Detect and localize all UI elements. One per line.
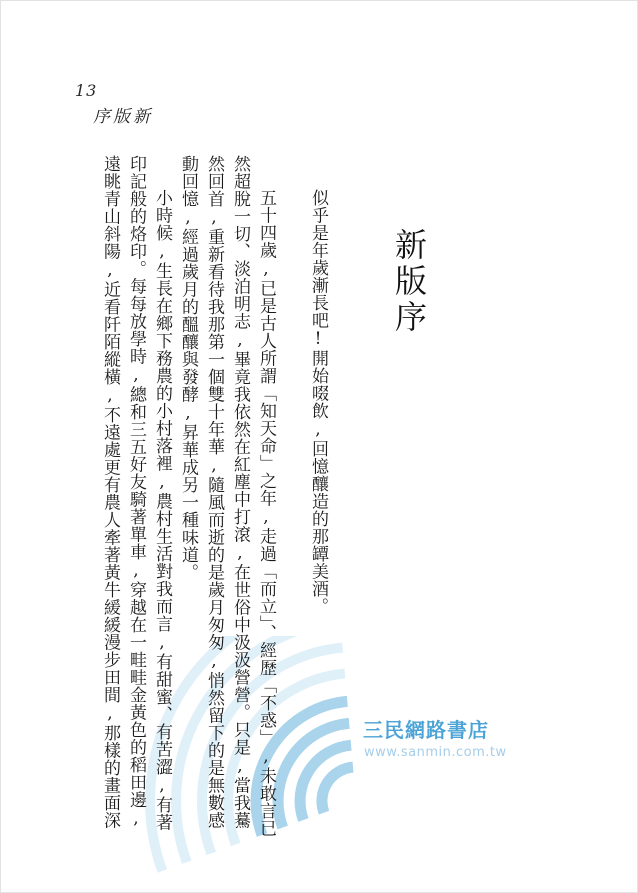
paragraph-opening: 似乎是年歲漸長吧!開始啜飲,回憶釀造的那罈美酒。 <box>308 189 328 615</box>
watermark-url: www.sanmin.com.tw <box>364 745 507 760</box>
paragraph: 五十四歲,已是古人所謂「知天命」之年,走過「而立」、經歷「不惑」,未敢言已然超脫一切、淡泊明志,畢竟我依然在紅塵中打滾,在世俗中汲汲營營。只是,當我驀然回首,重新看待我那第一個雙十年華,隨風而逝的是歲月匆匆,悄然留下的是無數感動回憶,經過歲月的醞釀與發酵,昇華成另一種味道。 <box>178 155 276 837</box>
watermark-store-name: 三民網路書店 <box>363 718 489 742</box>
chapter-title: 新版序 <box>390 228 428 336</box>
body-text <box>79 155 331 843</box>
paragraph: 小時候,生長在鄉下務農的小村落裡,農村生活對我而言,有甜蜜、有苦澀,有著印記般的烙印。每每放學時,總和三五好友騎著單車,穿越在一畦畦金黃色的稻田邊,遠眺青山斜陽,近看阡陌縱橫,不遠處更有農人牽著黃牛緩緩漫步田間,那樣的畫面深 <box>100 155 172 831</box>
running-header <box>75 81 155 127</box>
page-number: 13 <box>75 81 98 100</box>
running-title: 序版新 <box>91 107 157 127</box>
